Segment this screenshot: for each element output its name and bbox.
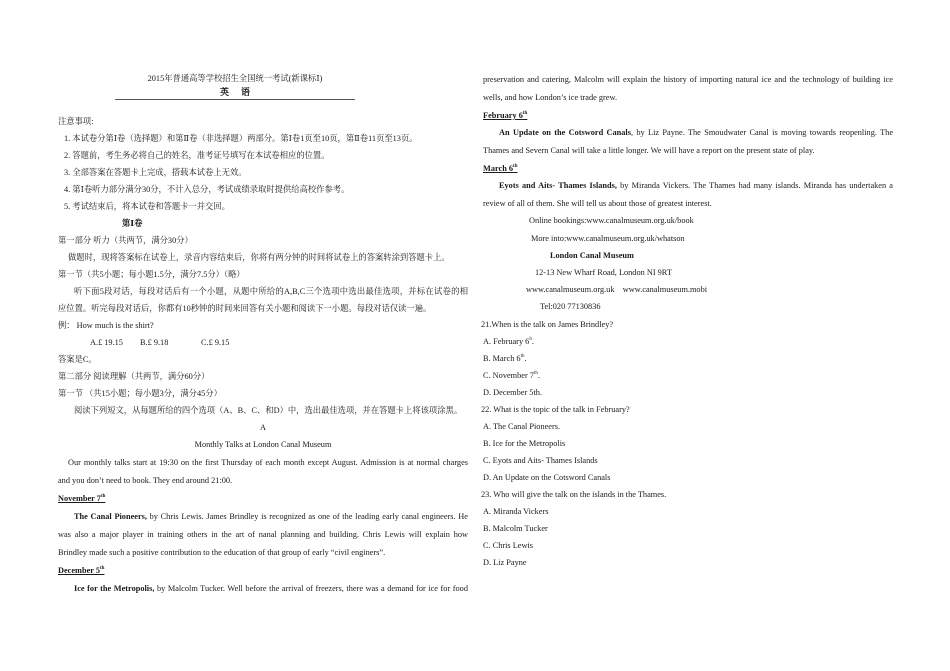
example-option-a: A.£ 19.15 [90, 338, 123, 347]
q22-option-c: C. Eyots and Aits- Thames Islands [483, 456, 598, 465]
february-line-1: An Update on the Cotsword Canals, by Liz Payne. The Smoudwater Canal is moving towards reopenling. The [499, 128, 894, 137]
notice-5: 5. 考试结束后，将本试卷和答题卡一并交回。 [64, 202, 230, 211]
date-december: December 5th [58, 566, 105, 575]
december-line-2: preservation and catering, Malcolm will explain the history of importing natural ice and the technology of building ice [483, 75, 893, 84]
march-line-2: review of all of them. She will tell us about those of greatest interest. [483, 199, 712, 208]
museum-tel: Tel:020 77130836 [540, 302, 601, 311]
december-line-1: Ice for the Metropolis, by Malcolm Tucker. Well before the arrival of freezers, there was a demand for ice for food [74, 584, 468, 593]
exam-title-block [115, 73, 355, 100]
museum-address: 12-13 New Wharf Road, London NI 9RT [535, 268, 672, 277]
example-option-b: B.£ 9.18 [140, 338, 169, 347]
part2-heading: 第二部分 阅读理解（共两节，满分60分） [58, 372, 210, 381]
november-line-1: The Canal Pioneers, by Chris Lewis. James Brindley is recognized as one of the leading early canal engineers. He [74, 512, 468, 521]
notice-2: 2. 答题前，考生务必将自己的姓名，准考证号填写在本试卷相应的位置。 [64, 151, 330, 160]
question-23: 23. Who will give the talk on the islands in the Thames. [481, 490, 667, 499]
q21-option-a: A. February 6$^h$. [483, 337, 534, 346]
passage-title: Monthly Talks at London Canal Museum [194, 440, 332, 449]
q23-option-a-visible: A. Miranda Vickers [483, 507, 549, 516]
talk-title-canal-pioneers: The Canal Pioneers, [74, 512, 147, 521]
q23-option-b: B. Malcolm Tucker [483, 524, 548, 533]
date-february: February 6th [483, 111, 528, 120]
online-bookings: Online bookings:www.canalmuseum.org.uk/book [529, 216, 694, 225]
intro-line-2: and you don’t need to book. They end around 21:00. [58, 476, 233, 485]
more-info: More into:www.canalmuseum.org.uk/whatson [531, 234, 685, 243]
exam-title: 2015年普通高等学校招生全国统一考试(新课标Ⅰ) [147, 74, 323, 83]
example-question: 例： How much is the shirt? [58, 321, 154, 330]
talk-title-cotsword: An Update on the Cotsword Canals [499, 128, 631, 137]
notice-3: 3. 全部答案在答题卡上完成，搭载本试卷上无效。 [64, 168, 247, 177]
q22-option-d: D. An Update on the Cotsword Canals [483, 473, 611, 482]
question-21: 21.When is the talk on James Brindley? [481, 320, 614, 329]
february-line-2: Thames and Severn Canal will take a little longer. We will have a report on the present state of play. [483, 146, 815, 155]
q23-option-c: C. Chris Lewis [483, 541, 534, 550]
q23-option-d: D. Liz Payne [483, 558, 527, 567]
notice-header: 注意事项: [58, 117, 94, 126]
example-answer: 答案是C。 [58, 355, 97, 364]
december-line-3: wells, and how London’s ice trade grew. [483, 93, 618, 102]
march-line-1: Eyots and Aits- Thames Islands, by Miranda Vickers. The Thames had many islands. Miranda has undertaken a [499, 181, 893, 190]
q21-option-b: B. March 6th. [483, 354, 527, 363]
part1-desc: 做题时，现将答案标在试卷上，录音内容结束后，你将有两分钟的时间将试卷上的答案转涂到答题卡上。 [68, 253, 450, 262]
november-line-3: Brindley made such a positive contribution to the education of that group of early “civil enginers”. [58, 548, 386, 557]
q21-option-d: D. December 5th. [483, 388, 542, 397]
date-march: March 6th [483, 164, 518, 173]
part1-heading: 第一部分 听力（共两节，满分30分） [58, 236, 193, 245]
talk-title-ice: Ice for the Metropolis, [74, 584, 155, 593]
intro-line-1: Our monthly talks start at 19:30 on the first Thursday of each month except August. Admission is at normal charges [68, 458, 468, 467]
november-line-2: was also a major player in training others in the art of nanal planning and building. Chris Lewis will explain how [58, 530, 468, 539]
section1-desc-2: 应位置。听完每段对话后，你都有10秒钟的时间来回答有关小题和阅读下一小题。每段对话仅读一遍。 [58, 304, 432, 313]
museum-name: London Canal Museum [550, 251, 634, 260]
example-option-c: C.£ 9.15 [201, 338, 230, 347]
exam-subject: 英语 [219, 87, 262, 97]
date-november: November 7th [58, 494, 106, 503]
notice-4: 4. 第Ⅰ卷听力部分满分30分，不计入总分，考试成绩录取时提供给高校作参考。 [64, 185, 350, 194]
section1-heading: 第一节（共5小题；每小题1.5分，满分7.5分）（略） [58, 270, 245, 279]
museum-websites: www.canalmuseum.org.uk www.canalmuseum.mobi [526, 285, 708, 294]
notice-1: 1. 本试卷分第Ⅰ卷（选择题）和第Ⅱ卷（非选择题）两部分。第Ⅰ卷1页至10页，第Ⅱ卷11页至13页。 [64, 134, 418, 143]
q22-option-b: B. Ice for the Metropolis [483, 439, 566, 448]
part2-desc: 阅读下列短文，从每题所给的四个选项（A、B、C、和D）中，选出最佳选项，并在答题卡上将该项涂黑。 [74, 406, 463, 415]
volume-heading: 第Ⅰ卷 [122, 219, 143, 228]
part2-section: 第一节 （共15小题；每小题3分，满分45分） [58, 389, 222, 398]
q22-option-a: A. The Canal Pioneers. [483, 422, 561, 431]
talk-title-islands: Eyots and Aits- Thames Islands, [499, 181, 617, 190]
question-22: 22. What is the topic of the talk in February? [481, 405, 630, 414]
q21-option-c: C. November 7th. [483, 371, 540, 380]
passage-letter: A [260, 423, 266, 432]
section1-desc-1: 听下面5段对话，每段对话后有一个小题，从题中所给的A,B,C三个选项中选出最佳选项，并标在试卷的相 [74, 287, 468, 296]
